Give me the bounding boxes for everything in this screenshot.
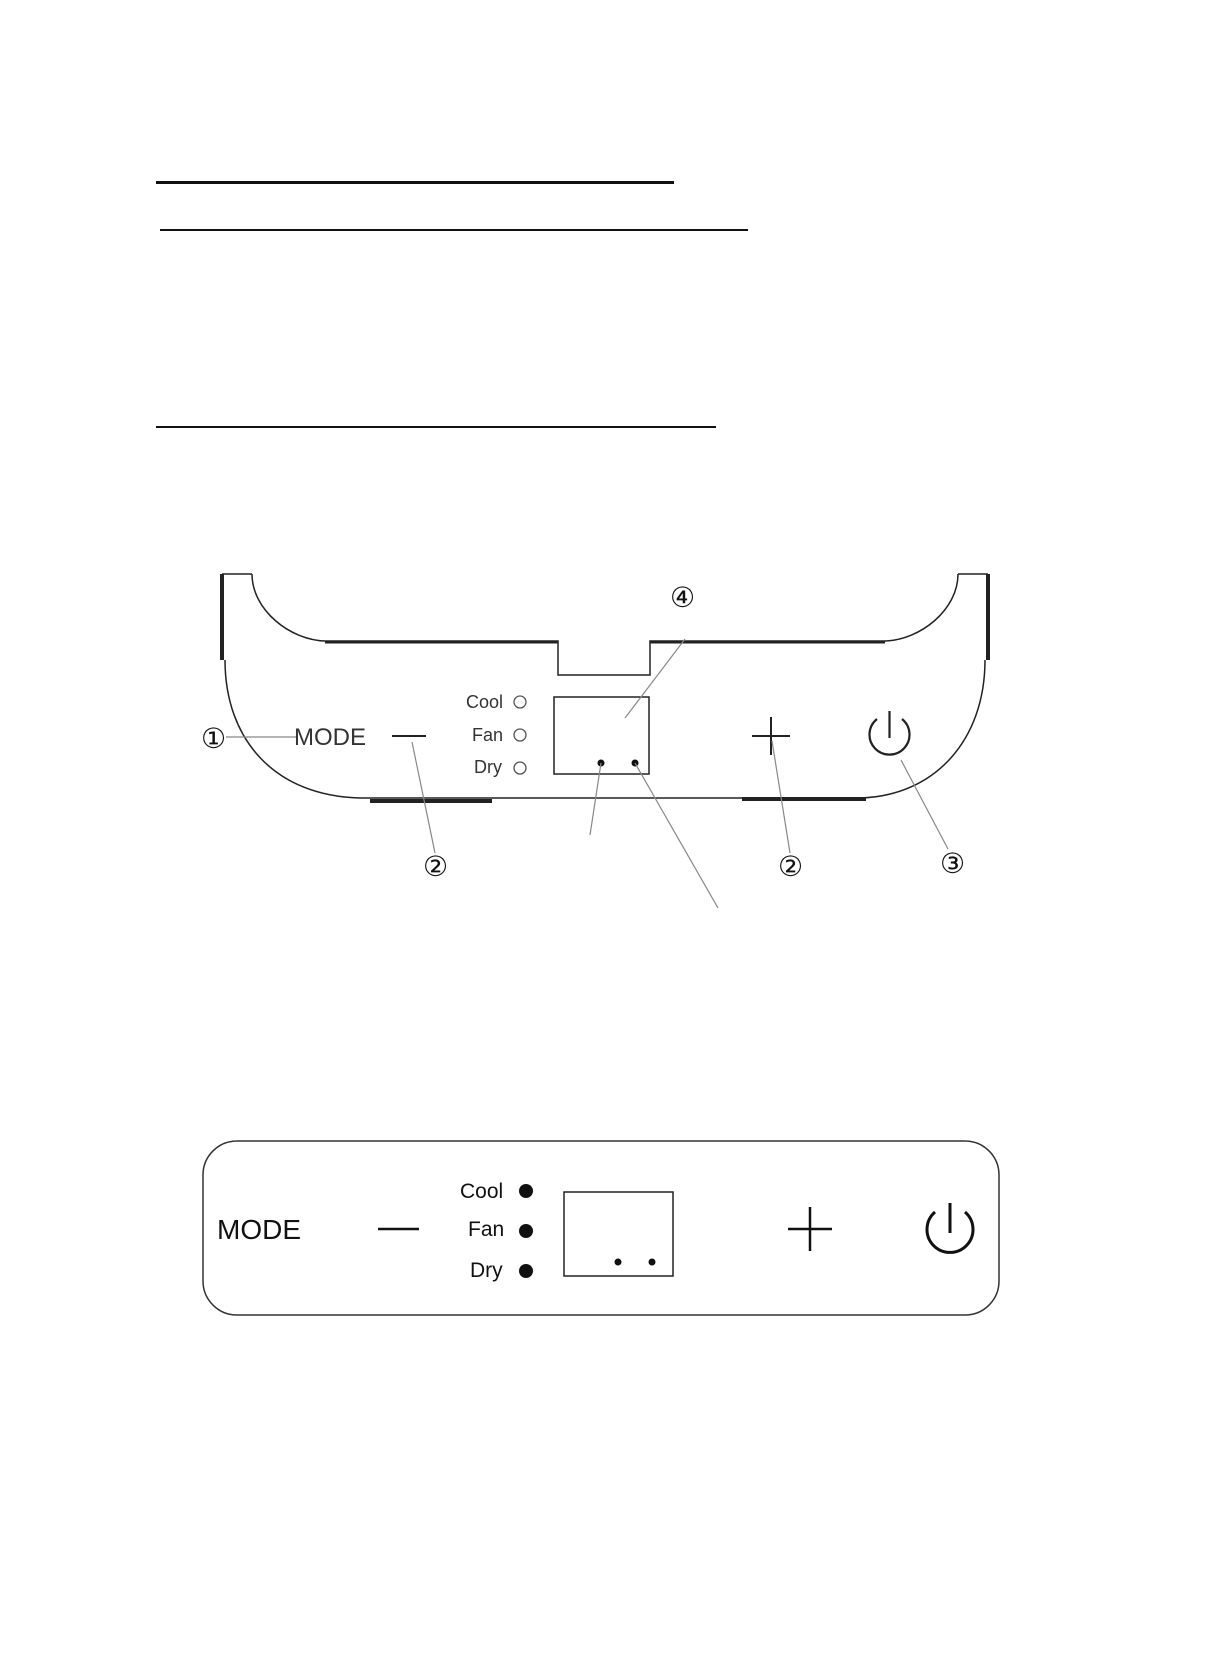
- indicator-label-cool: Cool: [466, 692, 504, 712]
- plus-icon: [752, 717, 790, 755]
- callout-2-left: ②: [423, 850, 449, 883]
- callout-1: ①: [201, 722, 227, 755]
- indicator-light-cool: [514, 696, 526, 708]
- panel-display-dot-left: [615, 1259, 622, 1266]
- indicator-light-fan: [514, 729, 526, 741]
- panel-mode-label: MODE: [217, 1214, 301, 1245]
- indicator-light-dry: [514, 762, 526, 774]
- panel-plus-icon: [788, 1207, 832, 1251]
- panel-indicator-light-cool: [519, 1184, 533, 1198]
- panel-indicator-label-fan: Fan: [468, 1218, 505, 1241]
- panel-indicator-label-dry: Dry: [470, 1259, 503, 1282]
- panel-power-icon: [927, 1203, 973, 1252]
- panel-indicator-light-dry: [519, 1264, 533, 1278]
- callout-3: ③: [940, 847, 966, 880]
- mode-label: MODE: [294, 724, 366, 751]
- panel-indicator-light-fan: [519, 1224, 533, 1238]
- panel-display-dot-right: [649, 1259, 656, 1266]
- panel-front: [203, 1141, 999, 1315]
- indicator-label-dry: Dry: [474, 757, 502, 777]
- panel-outline: [222, 574, 988, 801]
- power-icon: [870, 711, 910, 755]
- panel-indicator-label-cool: Cool: [460, 1180, 504, 1203]
- callout-2-right: ②: [778, 850, 804, 883]
- callout-4: ④: [670, 581, 696, 614]
- indicator-label-fan: Fan: [472, 725, 504, 745]
